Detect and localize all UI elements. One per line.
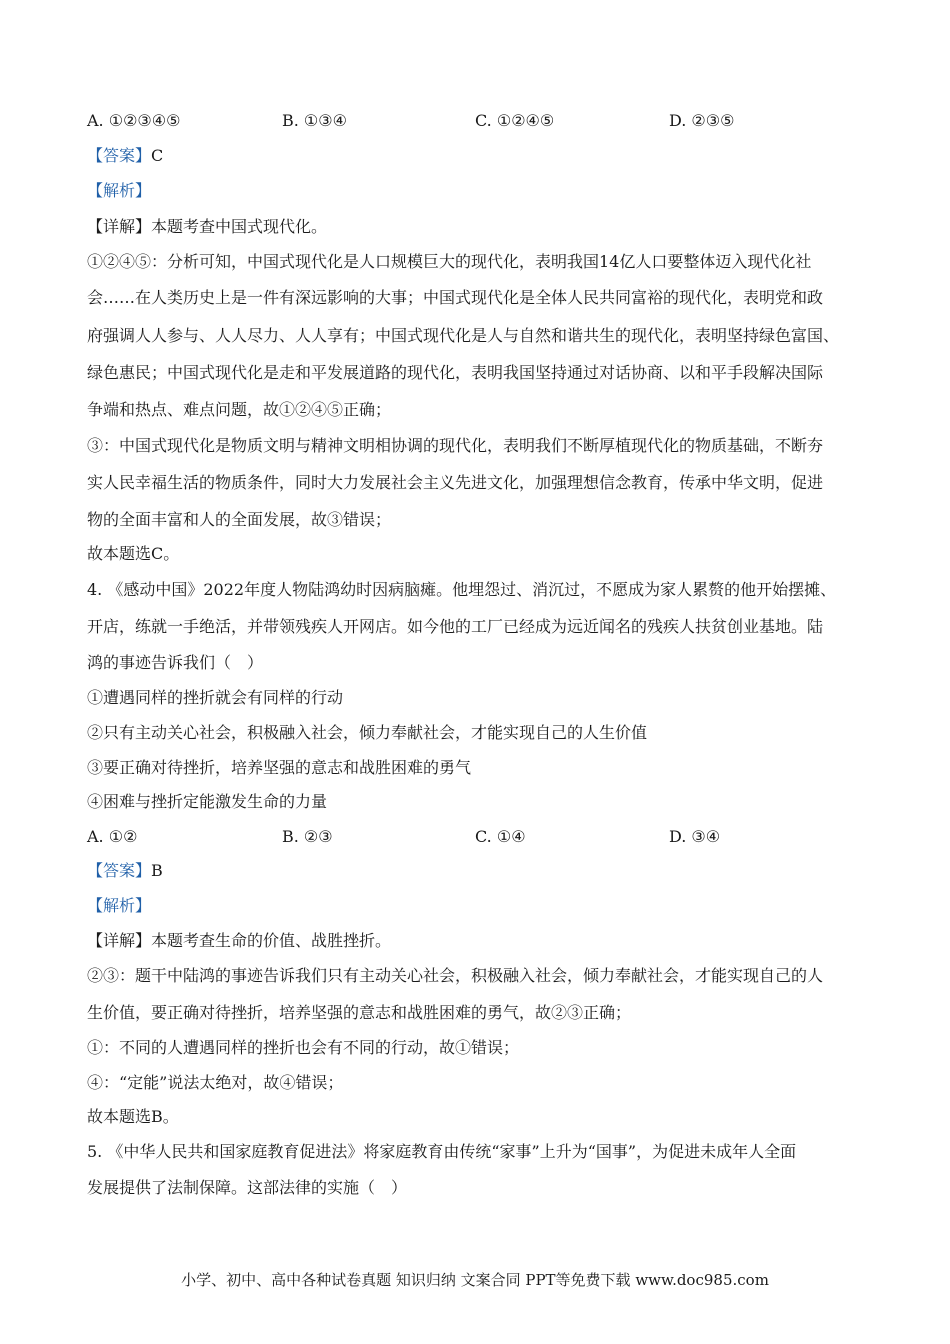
q3-answer [87,146,877,166]
analysis-tag: 【解析】 [87,181,152,200]
q4-statement: ③要正确对待挫折，培养坚强的意志和战胜困难的勇气 [87,758,472,777]
q5-stem-line: 5. 《中华人民共和国家庭教育促进法》将家庭教育由传统“家事”上升为“国事”，为促进未成年人全面 [87,1142,797,1161]
q4-detail-line: ②③：题干中陆鸿的事迹告诉我们只有主动关心社会，积极融入社会，倾力奉献社会，才能实现自己的人 [87,966,824,985]
q4-option-b: B. ②③ [282,827,333,846]
detail-tag: 【详解】 [87,931,152,950]
q3-option-b: B. ①③④ [282,111,347,130]
q3-detail-line: 府强调人人参与、人人尽力、人人享有；中国式现代化是人与自然和谐共生的现代化，表明坚持绿色富国、 [87,326,840,345]
q3-detail-line: 绿色惠民；中国式现代化是走和平发展道路的现代化，表明我国坚持通过对话协商、以和平手段解决国际 [87,363,824,382]
q3-detail-line: ①②④⑤：分析可知，中国式现代化是人口规模巨大的现代化，表明我国14亿人口要整体迈入现代化社 [87,252,812,271]
q3-detail-line: 争端和热点、难点问题，故①②④⑤正确； [87,400,392,419]
q4-option-d: D. ③④ [669,827,721,846]
q4-conclusion: 故本题选B。 [87,1107,179,1126]
q3-conclusion: 故本题选C。 [87,544,180,563]
q4-analysis-heading [87,896,877,916]
q4-detail-line: 生价值，要正确对待挫折，培养坚强的意志和战胜困难的勇气，故②③正确； [87,1003,632,1022]
answer-value: B [151,861,163,880]
q3-detail-heading [87,217,877,237]
answer-value: C [151,146,164,165]
q4-stem-line: 4. 《感动中国》2022年度人物陆鸿幼时因病脑瘫。他埋怨过、消沉过，不愿成为家人累赘的他开始摆摊、 [87,580,837,599]
detail-title: 本题考查中国式现代化。 [151,217,328,236]
q4-options [87,827,877,847]
q3-option-a: A. ①②③④⑤ [87,111,181,130]
q3-option-c: C. ①②④⑤ [475,111,555,130]
detail-tag: 【详解】 [87,217,152,236]
analysis-tag: 【解析】 [87,896,152,915]
q4-statement: ④困难与挫折定能激发生命的力量 [87,792,328,811]
q4-detail-line: ①：不同的人遭遇同样的挫折也会有不同的行动，故①错误； [87,1038,520,1057]
q3-detail-line: 会……在人类历史上是一件有深远影响的大事；中国式现代化是全体人民共同富裕的现代化，表明党和政 [87,288,824,307]
q4-option-c: C. ①④ [475,827,526,846]
q5-stem-line: 发展提供了法制保障。这部法律的实施（ ） [87,1178,408,1197]
answer-tag: 【答案】 [87,146,152,165]
q4-statement: ②只有主动关心社会，积极融入社会，倾力奉献社会，才能实现自己的人生价值 [87,723,648,742]
q4-stem-line: 鸿的事迹告诉我们（ ） [87,653,264,672]
answer-tag: 【答案】 [87,861,152,880]
page-footer: 小学、初中、高中各种试卷真题 知识归纳 文案合同 PPT等免费下载 www.doc985.com [181,1271,769,1289]
q3-detail-line: 物的全面丰富和人的全面发展，故③错误； [87,510,392,529]
q4-detail-line: ④：“定能”说法太绝对，故④错误； [87,1073,344,1092]
q3-analysis-heading [87,181,877,201]
q4-statement: ①遭遇同样的挫折就会有同样的行动 [87,688,344,707]
q4-option-a: A. ①② [87,827,138,846]
q3-options [87,111,877,131]
detail-title: 本题考查生命的价值、战胜挫折。 [151,931,392,950]
q3-detail-line: 实人民幸福生活的物质条件，同时大力发展社会主义先进文化，加强理想信念教育，传承中华文明，促进 [87,473,824,492]
q3-detail-line: ③：中国式现代化是物质文明与精神文明相协调的现代化，表明我们不断厚植现代化的物质基础，不断夯 [87,436,824,455]
q3-option-d: D. ②③⑤ [669,111,735,130]
q4-answer [87,861,877,881]
q4-detail-heading [87,931,877,951]
q4-stem-line: 开店，练就一手绝活，并带领残疾人开网店。如今他的工厂已经成为远近闻名的残疾人扶贫创业基地。陆 [87,617,824,636]
